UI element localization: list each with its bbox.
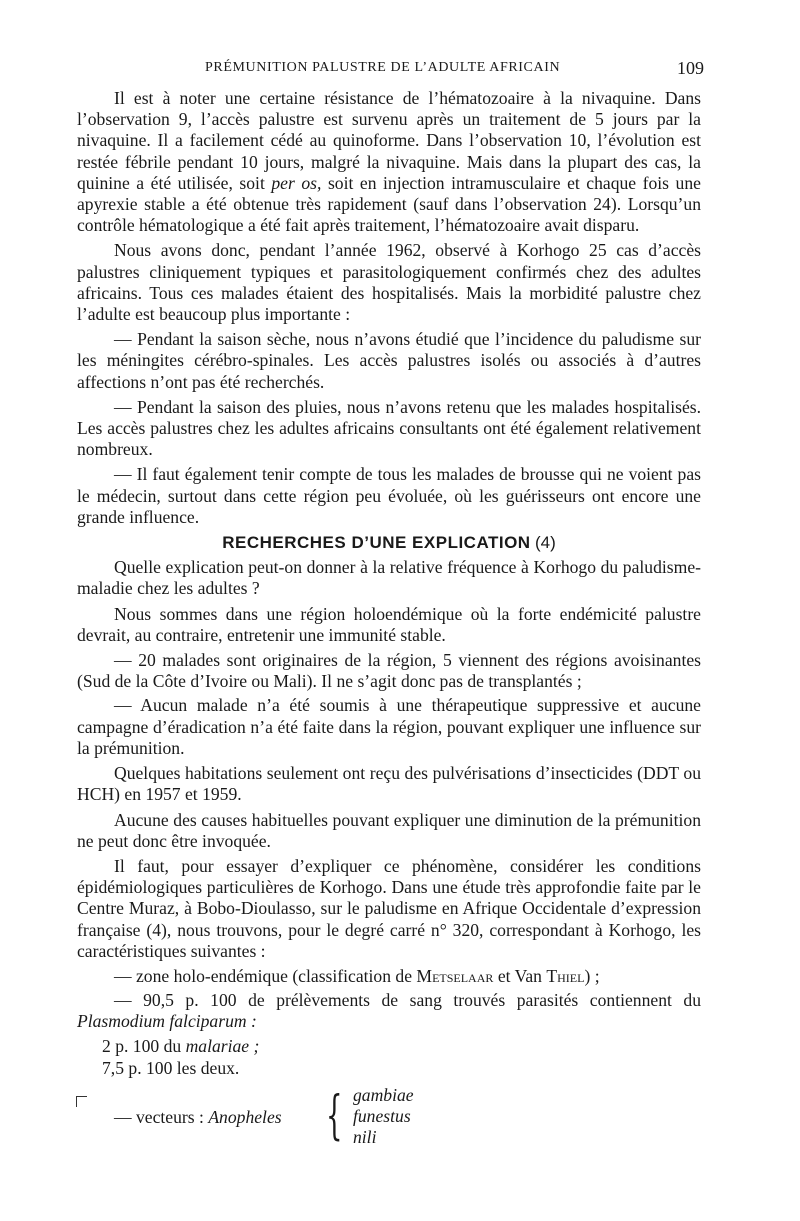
paragraph: Aucune des causes habituelles pouvant expliquer une diminution de la prémunition ne peut donc être invoquée.: [77, 809, 701, 851]
paragraph: — Pendant la saison sèche, nous n’avons étudié que l’incidence du paludisme sur les méningites cérébro-spinales. Les accès palustres isolés ou associés à d’autres affections n’ont pas été recherchés.: [77, 329, 701, 392]
paragraph: Quelle explication peut-on donner à la relative fréquence à Korhogo du paludisme-maladie chez les adultes ?: [77, 557, 701, 599]
author-name: Metselaar: [416, 965, 494, 986]
paragraph: Quelques habitations seulement ont reçu des pulvérisations d’insecticides (DDT ou HCH) en 1957 et 1959.: [77, 763, 701, 805]
species-name: funestus: [353, 1105, 411, 1126]
section-reference: (4): [535, 533, 556, 553]
body-text: [77, 88, 701, 1151]
malariae-line: 2 p. 100 du malariae ;: [102, 1035, 260, 1056]
author-name: Thiel: [546, 965, 585, 986]
page-number: 109: [677, 58, 704, 78]
paragraph: Nous avons donc, pendant l’année 1962, observé à Korhogo 25 cas d’accès palustres cliniquement typiques et parasitologiquement confirmés chez des adultes africains. Tous ces malades étaient des hospitalisés. Mais la morbidité palustre chez l’adulte est beaucoup plus importante :: [77, 240, 701, 325]
species-name: Plasmodium falciparum :: [77, 1011, 257, 1032]
paragraph: — Il faut également tenir compte de tous les malades de brousse qui ne voient pas le médecin, surtout dans cette région peu évoluée, où les guérisseurs ont encore une grande influence.: [77, 464, 701, 527]
brace-icon: {: [326, 1085, 343, 1146]
species-name: nili: [353, 1126, 377, 1147]
italic-phrase: per os,: [271, 172, 322, 193]
species-name: malariae ;: [185, 1035, 260, 1056]
paragraph: — Pendant la saison des pluies, nous n’avons retenu que les malades hospitalisés. Les accès palustres chez les adultes africains consultants ont été également relativement nombreux.: [77, 396, 701, 460]
paragraph: — 20 malades sont originaires de la région, 5 viennent des régions avoisinantes (Sud de la Côte d’Ivoire ou Mali). Il ne s’agit donc pas de transplantés ;: [77, 650, 701, 692]
classification-item: — zone holo-endémique (classification de Metselaar et Van Thiel) ;: [114, 965, 600, 986]
paragraph: — Aucun malade n’a été soumis à une thérapeutique suppressive et aucune campagne d’éradication n’a été faite dans la région, pouvant expliquer une influence sur la prémunition.: [77, 695, 701, 758]
paragraph: Nous sommes dans une région holoendémique où la forte endémicité palustre devrait, au contraire, entretenir une immunité stable.: [77, 603, 701, 645]
vector-species-list: [353, 1085, 414, 1148]
vectors-item: [77, 1085, 701, 1151]
section-heading: [77, 532, 701, 553]
genus-name: Anopheles: [208, 1106, 282, 1127]
sampling-item: — 90,5 p. 100 de prélèvements de sang trouvés parasités contiennent du Plasmodium falciparum :: [77, 990, 701, 1032]
paragraph: Il est à noter une certaine résistance de l’hématozoaire à la nivaquine. Dans l’observation 9, l’accès palustre est survenu après un traitement de 5 jours par la nivaquine. Il a facilement cédé au quinoforme. Dans l’observation 10, l’évolution est restée fébrile pendant 10 jours, malgré la nivaquine. Mais dans la plupart des cas, la quinine a été utilisée, soit per os, soit en injection intramusculaire et chaque fois une apyrexie stable a été obtenue très rapidement (sauf dans l’observation 24). Lorsqu’un contrôle hématologique a été fait après traitement, l’hématozoaire avait disparu.: [77, 88, 701, 236]
both-line: 7,5 p. 100 les deux.: [102, 1057, 240, 1078]
paragraph: Il faut, pour essayer d’expliquer ce phénomène, considérer les conditions épidémiologiques particulières de Korhogo. Dans une étude très approfondie faite par le Centre Muraz, à Bobo-Dioulasso, sur le paludisme en Afrique Occidentale d’expression française (4), nous trouvons, pour le degré carré n° 320, correspondant à Korhogo, les caractéristiques suivantes :: [77, 855, 701, 961]
running-title: PRÉMUNITION PALUSTRE DE L’ADULTE AFRICAIN: [205, 60, 561, 75]
species-name: gambiae: [353, 1084, 414, 1105]
vectors-label: — vecteurs : Anopheles: [114, 1106, 282, 1127]
page-header: [0, 58, 800, 82]
section-title: RECHERCHES D’UNE EXPLICATION: [222, 533, 531, 553]
corner-mark-icon: [76, 1096, 87, 1107]
